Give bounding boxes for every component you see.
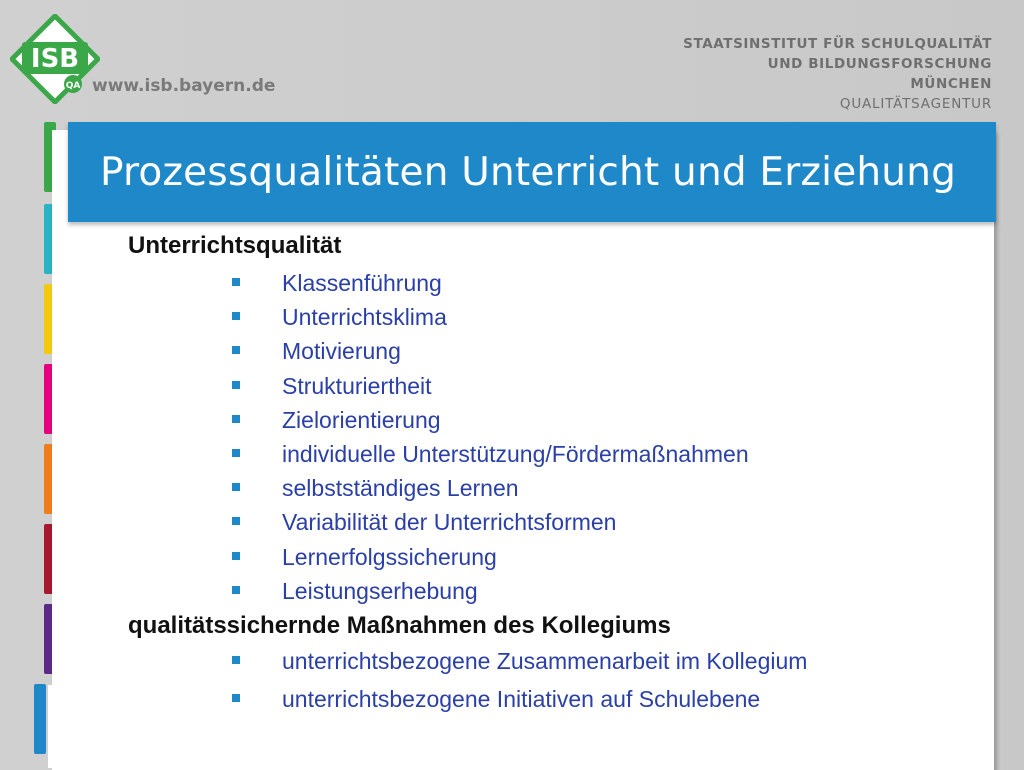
square-bullet-icon: [232, 278, 240, 286]
svg-text:ISB: ISB: [30, 44, 80, 74]
square-bullet-icon: [232, 694, 240, 702]
slide-left-edge: [48, 685, 68, 768]
svg-text:QA: QA: [65, 81, 81, 91]
institution-name: [683, 34, 992, 114]
list-item-label: individuelle Unterstützung/Fördermaßnahmen: [282, 441, 749, 467]
square-bullet-icon: [232, 586, 240, 594]
square-bullet-icon: [232, 483, 240, 491]
list-item-label: Zielorientierung: [282, 406, 441, 433]
side-color-bar: [34, 684, 46, 754]
list-item-label: Leistungserhebung: [282, 577, 478, 604]
list-item-label: unterrichtsbezogene Zusammenarbeit im Kollegium: [282, 648, 808, 674]
isb-logo-graphic: [10, 14, 100, 104]
institution-line-2: UND BILDUNGSFORSCHUNG: [767, 56, 992, 72]
institution-line-1: STAATSINSTITUT FÜR SCHULQUALITÄT: [683, 36, 992, 52]
list-item-label: Lernerfolgssicherung: [282, 543, 497, 570]
square-bullet-icon: [232, 415, 240, 423]
list-item-label: Klassenführung: [282, 270, 442, 296]
list-item-label: Motivierung: [282, 338, 401, 365]
square-bullet-icon: [232, 312, 240, 320]
list-item-label: selbstständiges Lernen: [282, 475, 519, 502]
square-bullet-icon: [232, 381, 240, 389]
institution-line-3: MÜNCHEN: [910, 76, 992, 92]
square-bullet-icon: [232, 517, 240, 525]
slide-title: Prozessqualitäten Unterricht und Erziehung: [100, 150, 957, 195]
list-item-label: Unterrichtsklima: [282, 304, 447, 331]
isb-logo[interactable]: [10, 14, 100, 104]
square-bullet-icon: [232, 656, 240, 664]
square-bullet-icon: [232, 449, 240, 457]
section-heading: Unterrichtsqualität: [128, 232, 342, 259]
list-item-label: Strukturiertheit: [282, 372, 432, 399]
square-bullet-icon: [232, 552, 240, 560]
title-bar: [68, 122, 996, 222]
list-item-label: Variabilität der Unterrichtsformen: [282, 509, 617, 536]
section-heading: qualitätssichernde Maßnahmen des Kollegiums: [128, 612, 671, 639]
institution-line-4: QUALITÄTSAGENTUR: [839, 96, 992, 112]
website-url[interactable]: www.isb.bayern.de: [92, 76, 276, 96]
list-item-label: unterrichtsbezogene Initiativen auf Schulebene: [282, 686, 761, 712]
square-bullet-icon: [232, 346, 240, 354]
